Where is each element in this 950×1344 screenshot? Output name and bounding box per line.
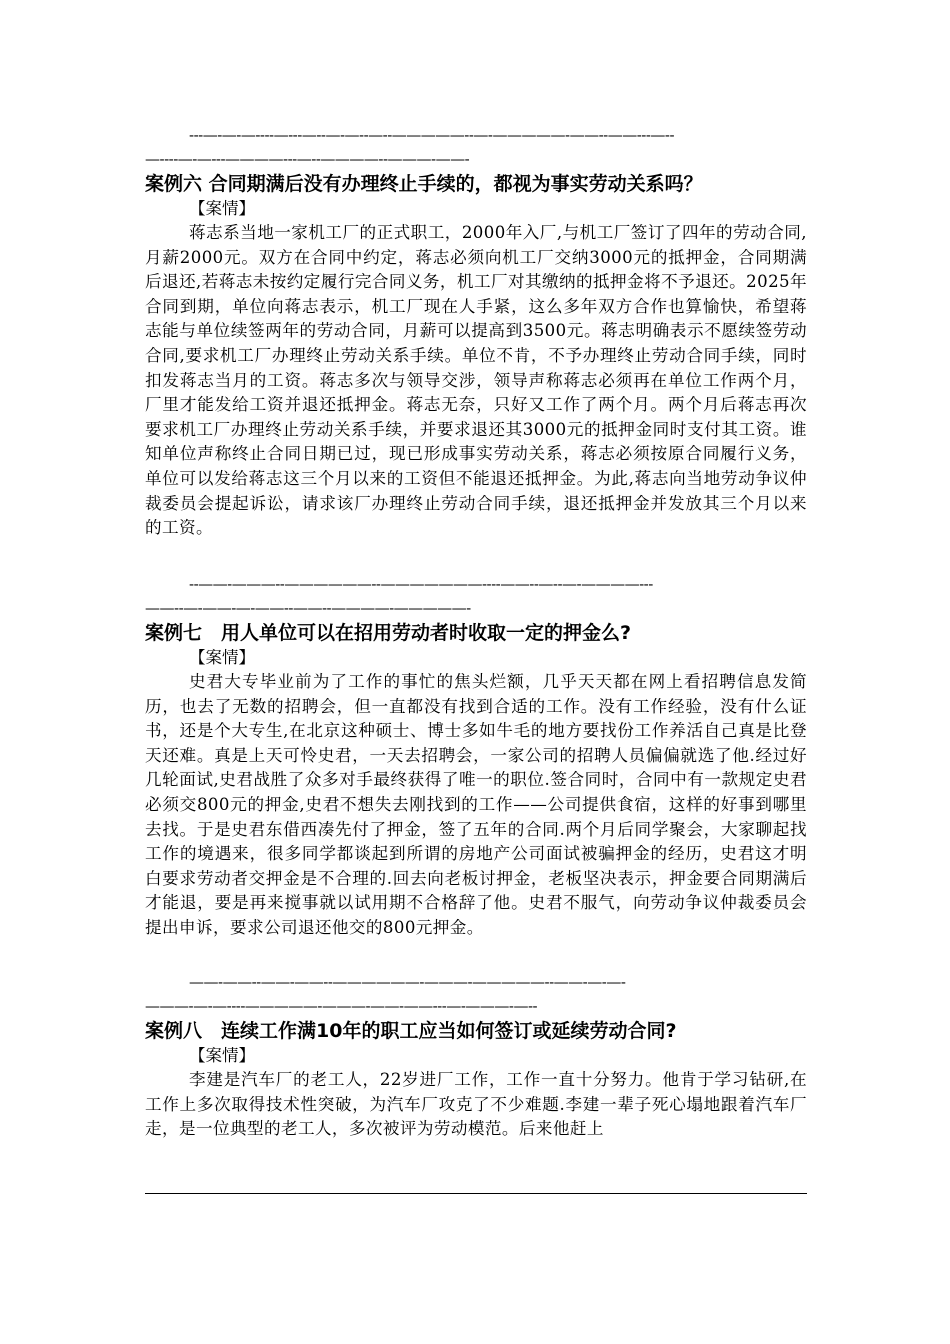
section-separator: [145, 123, 807, 171]
section-separator: [145, 572, 807, 620]
case-seven-title: 案例七 用人单位可以在招用劳动者时收取一定的押金么?: [145, 622, 632, 644]
case-eight-body: 李建是汽车厂的老工人，22岁进厂工作，工作一直十分努力。他肯于学习钻研,在工作上多次取得技术性突破，为汽车厂攻克了不少难题.李建一辈子死心塌地跟着汽车厂走，是一位典型的老工人，多次被评为劳动模范。后来他赶上: [145, 1070, 807, 1139]
case-seven-section: [145, 572, 807, 941]
separator-line: ——--—-——-—-——--——--————-—————-: [145, 599, 471, 617]
footer-rule: [145, 1193, 807, 1194]
case-eight-section: [145, 970, 807, 1142]
separator-line: ———-—-—----—————-———-——-——---—-———-—--: [145, 997, 538, 1015]
case-details-tag: 【案情】: [189, 648, 255, 667]
separator-line: ---—-—-—----—---—--—-—--—--—————--—-—————-——--——---—--: [189, 126, 675, 144]
case-seven-body: 史君大专毕业前为了工作的事忙的焦头烂额，几乎天天都在网上看招聘信息发简历，也去了无数的招聘会，但一直都没有找到合适的工作。没有工作经验，没有什么证书，还是个大专生,在北京这种硕士、博士多如牛毛的地方要找份工作养活自己真是比登天还难。真是上天可怜史君，一天去招聘会，一家公司的招聘人员偏偏就选了他.经过好几轮面试,史君战胜了众多对手最终获得了唯一的职位.签合同时，合同中有一款规定史君必须交800元的押金,史君不想失去刚找到的工作——公司提供食宿，这样的好事到哪里去找。于是史君东借西凑先付了押金，签了五年的合同.两个月后同学聚会，大家聊起找工作的境遇来，很多同学都谈起到所谓的房地产公司面试被骗押金的经历，史君这才明白要求劳动者交押金是不合理的.回去向老板讨押金，老板坚决表示，押金要合同期满后才能退，要是再来搅事就以试用期不合格辞了他。史君不服气，向劳动争议仲裁委员会提出申诉，要求公司退还他交的800元押金。: [145, 672, 807, 937]
separator-line: --——-———--——————--———————----——--—--—-————---: [189, 575, 653, 593]
case-six-section: [145, 123, 807, 541]
case-six-title: 案例六 合同期满后没有办理终止手续的，都视为事实劳动关系吗？: [145, 173, 703, 195]
separator-line: ——-——--——-——--——————-———-—————--——-—-—-: [189, 973, 626, 991]
section-separator: [145, 970, 807, 1018]
case-eight-title: 案例八 连续工作满10年的职工应当如何签订或延续劳动合同?: [145, 1020, 677, 1042]
case-details-tag: 【案情】: [189, 1046, 255, 1065]
case-details-tag: 【案情】: [189, 199, 255, 218]
case-six-body: 蒋志系当地一家机工厂的正式职工，2000年入厂,与机工厂签订了四年的劳动合同,月薪2000元。双方在合同中约定，蒋志必须向机工厂交纳3000元的抵押金，合同期满后退还,若蒋志未按约定履行完合同义务，机工厂对其缴纳的抵押金将不予退还。2025年合同到期，单位向蒋志表示，机工厂现在人手紧，这么多年双方合作也算愉快，希望蒋志能与单位续签两年的劳动合同，月薪可以提高到3500元。蒋志明确表示不愿续签劳动合同,要求机工厂办理终止劳动关系手续。单位不肯，不予办理终止劳动合同手续，同时扣发蒋志当月的工资。蒋志多次与领导交涉，领导声称蒋志必须再在单位工作两个月，厂里才能发给工资并退还抵押金。蒋志无奈，只好又工作了两个月。两个月后蒋志再次要求机工厂办理终止劳动关系手续，并要求退还其3000元的抵押金同时支付其工资。谁知单位声称终止合同日期已过，现已形成事实劳动关系，蒋志必须按原合同履行义务，单位可以发给蒋志这三个月以来的工资但不能退还抵押金。为此,蒋志向当地劳动争议仲裁委员会提起诉讼，请求该厂办理终止劳动合同手续，退还抵押金并发放其三个月以来的工资。: [145, 223, 807, 538]
separator-line: —----—-—---————---—--————--———-——-: [145, 150, 470, 168]
